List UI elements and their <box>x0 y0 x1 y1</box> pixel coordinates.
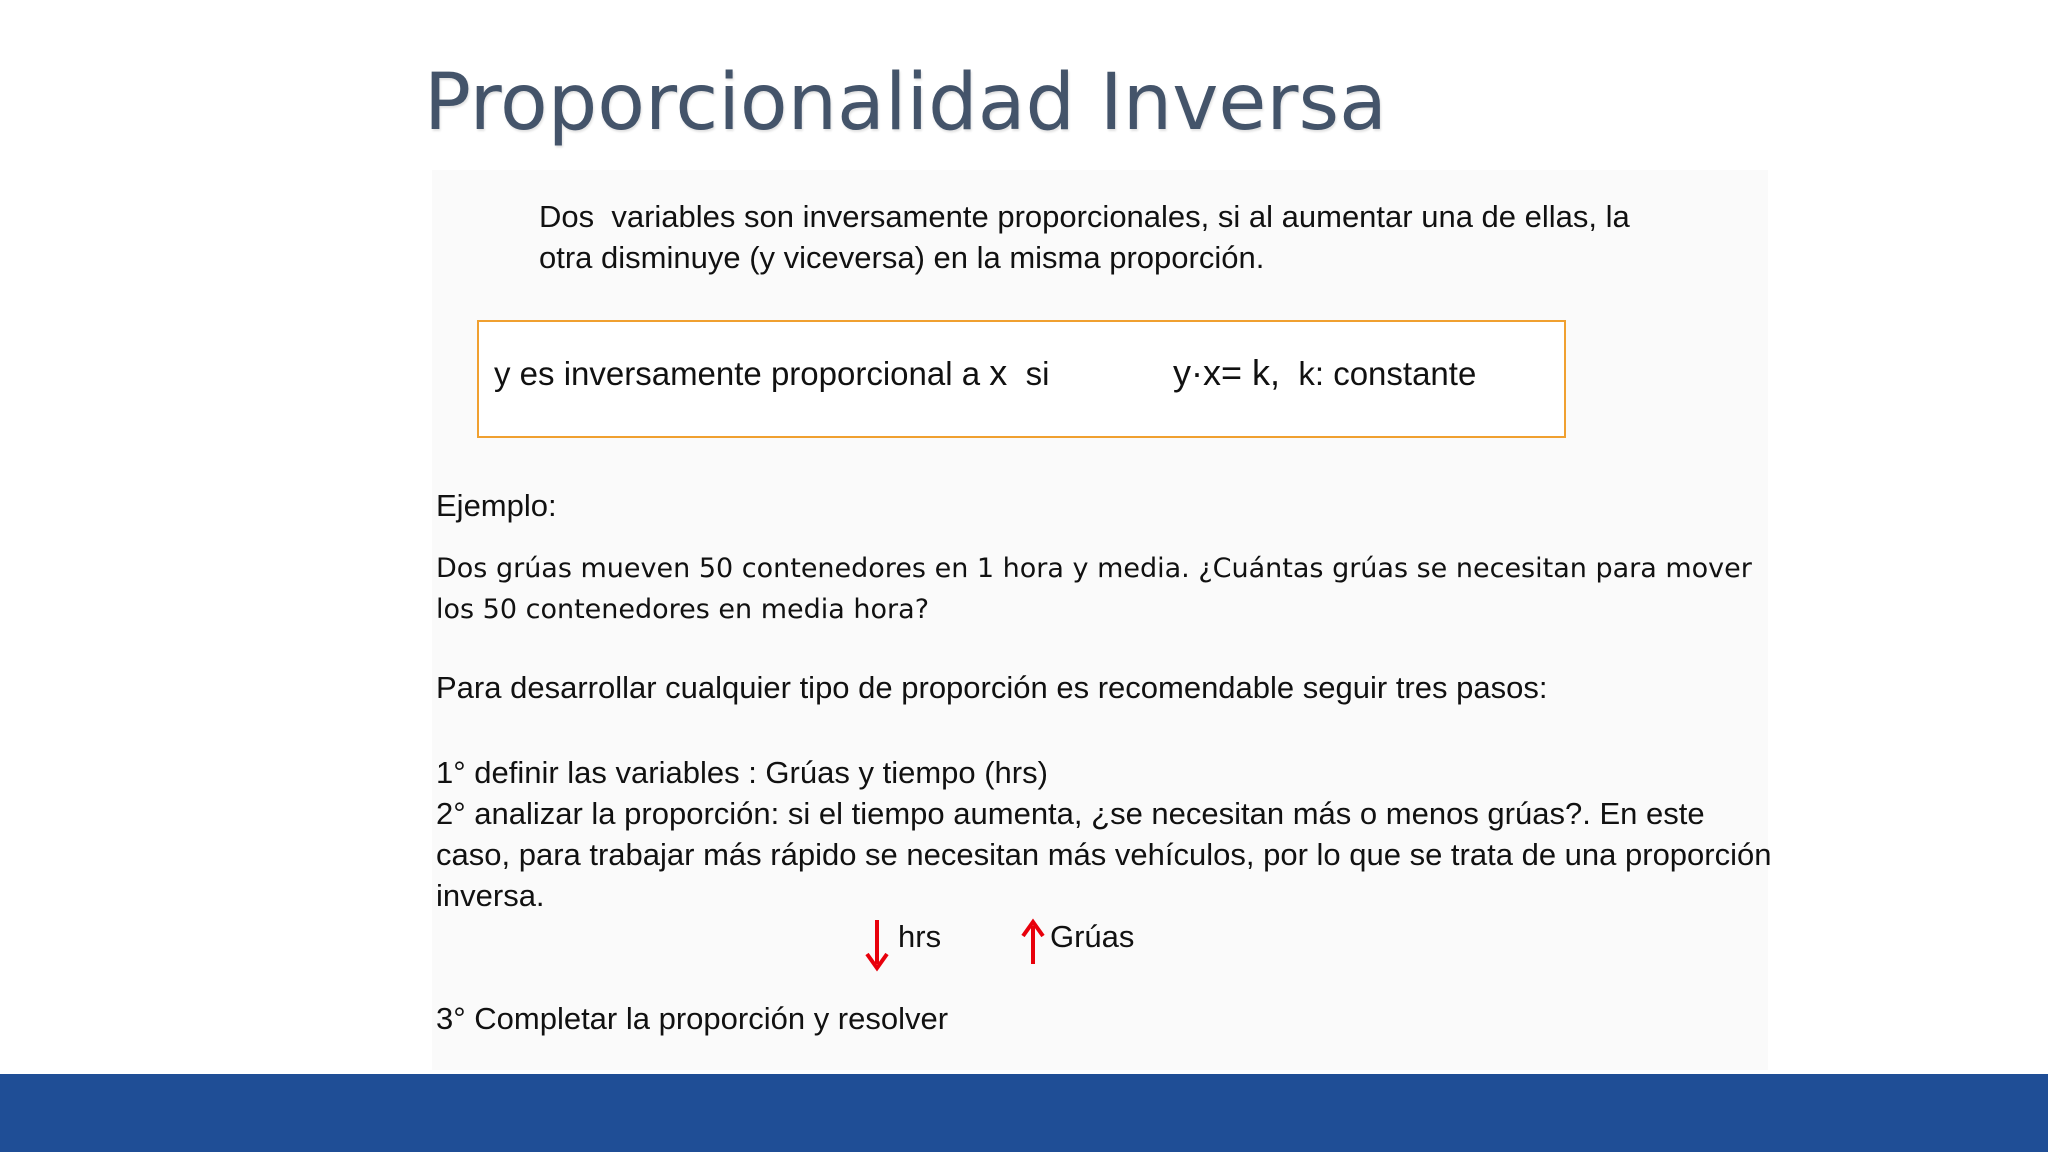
step-2: 2° analizar la proporción: si el tiempo aumenta, ¿se necesitan más o menos grúas?. En este caso, para trabajar más rápido se necesitan más vehículos, por lo que se trata de una proporción inversa. <box>436 796 1772 913</box>
problem-line-2: los 50 contenedores en media hora? <box>436 594 930 625</box>
statement-suffix: si <box>1007 355 1050 392</box>
footer-bar <box>0 1074 2048 1152</box>
arrow-down-icon <box>864 918 890 972</box>
definition-text <box>539 196 1779 278</box>
formula-constant-label: k: constante <box>1280 355 1477 392</box>
definition-line-2: otra disminuye (y viceversa) en la misma proporción. <box>539 240 1265 275</box>
example-problem <box>436 548 1776 630</box>
statement-variable: x <box>989 352 1008 393</box>
definition-box-statement <box>494 352 1049 394</box>
formula-expression: y·x= k, <box>1173 352 1281 393</box>
slide-title: Proporcionalidad Inversa <box>424 58 1387 148</box>
definition-box-formula <box>1173 352 1476 394</box>
arrow-up-icon <box>1020 918 1046 972</box>
example-label: Ejemplo: <box>436 488 557 523</box>
definition-box <box>477 320 1566 438</box>
statement-prefix: y es inversamente proporcional a <box>494 355 990 392</box>
step-1: 1° definir las variables : Grúas y tiempo (hrs) <box>436 755 1048 790</box>
step-3: 3° Completar la proporción y resolver <box>436 1001 949 1036</box>
definition-line-1: Dos variables son inversamente proporcionales, si al aumentar una de ellas, la <box>539 199 1630 234</box>
hours-label: hrs <box>898 919 942 954</box>
problem-line-1: Dos grúas mueven 50 contenedores en 1 hora y media. ¿Cuántas grúas se necesitan para mover <box>436 553 1752 584</box>
steps-intro: Para desarrollar cualquier tipo de proporción es recomendable seguir tres pasos: <box>436 670 1548 705</box>
cranes-label: Grúas <box>1050 919 1135 954</box>
